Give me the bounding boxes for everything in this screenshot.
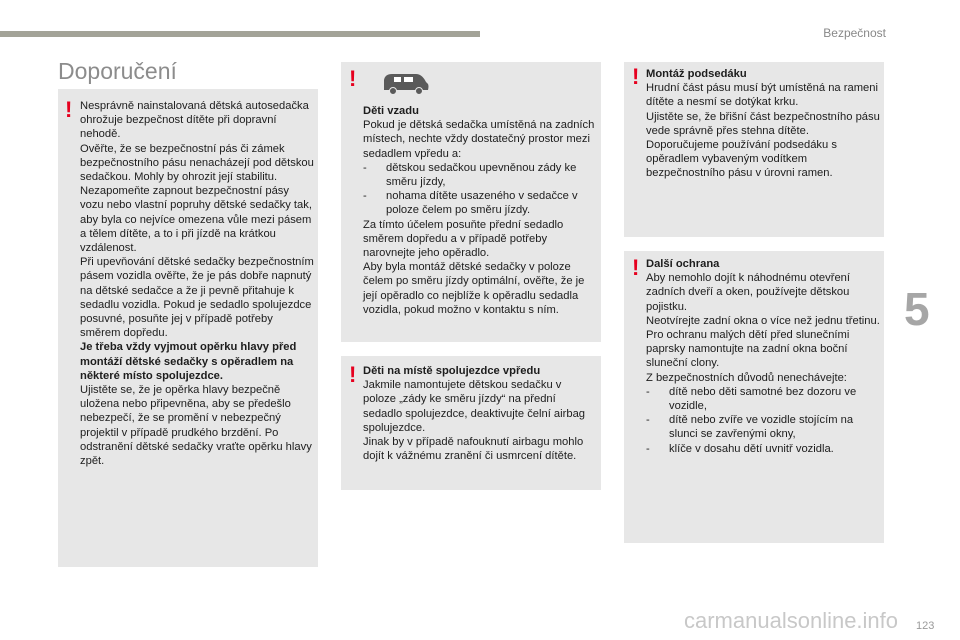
protection-list — [646, 385, 880, 456]
rear-intro: Pokud je dětská sedačka umístěná na zadních místech, nechte vždy dostatečný prostor mezi sedadlem vpředu a: — [363, 119, 595, 160]
rear-heading: Děti vzadu — [363, 105, 419, 117]
car-seat-icon — [382, 70, 430, 96]
warning-icon: ! — [632, 64, 640, 89]
warning-icon: ! — [632, 255, 640, 280]
front-para-2: Jinak by v případě nafouknutí airbagu mohlo dojít k vážnému zranění či usmrcení dítěte. — [363, 436, 584, 463]
protection-para-2: Neotvírejte zadní okna o více než jednu třetinu. — [646, 314, 880, 327]
front-passenger-box — [341, 356, 601, 490]
chapter-title: Bezpečnost — [823, 26, 886, 40]
left-line-1: Nesprávně nainstalovaná dětská autosedačka ohrožuje bezpečnost dítěte při dopravní nehodě. — [80, 100, 309, 141]
protection-heading: Další ochrana — [646, 258, 720, 270]
list-item: - klíče v dosahu dětí uvnitř vozidla. — [646, 442, 880, 456]
left-line-3: Nezapomeňte zapnout bezpečnostní pásy vozu nebo vlastní popruhy dětské sedačky tak, aby byla co nejvíce omezena vůle mezi pásem a tělem dítěte, a to i při jízdě na krátkou vzdálenost. — [80, 185, 312, 255]
rear-children-box — [341, 62, 601, 342]
front-para-1: Jakmile namontujete dětskou sedačku v poloze „zády ke směru jízdy“ na přední sedadlo spolujezdce, deaktivujte čelní airbag spolujezdce. — [363, 379, 586, 434]
left-warning-box — [58, 89, 318, 567]
left-line-2: Ověřte, že se bezpečnostní pás či zámek bezpečnostního pásu nenacházejí pod dětskou sedačkou. Mohly by ohrozit její stabilitu. — [80, 142, 314, 184]
warning-icon: ! — [349, 66, 357, 91]
left-line-4: Při upevňování dětské sedačky bezpečnostním pásem vozidla ověřte, že je pás dobře napnutý na dětské sedačce a že ji pevně přitahuje k sedadlu vozidla. Pokud je sedadlo spolujezdce posuvné, posuňte jej v případě potřeby směrem dopředu. — [80, 256, 314, 340]
list-item: - nohama dítěte usazeného v sedačce v poloze čelem po směru jízdy. — [363, 189, 597, 217]
rear-para-2: Aby byla montáž dětské sedačky v poloze čelem po směru jízdy optimální, ověřte, že je její opěradlo co nejblíže k opěradlu sedadla vozidla, pokud možno v kontaktu s ním. — [363, 261, 585, 316]
rear-list — [363, 161, 597, 218]
left-closing: Ujistěte se, že je opěrka hlavy bezpečně uložena nebo připevněna, aby se předešlo nebezpečí, že se promění v nebezpečný projektil v případě prudkého brzdění. Po odstranění dětské sedačky vraťte opěrku hlavy zpět. — [80, 384, 312, 468]
header-rule — [0, 31, 480, 37]
page-number: 123 — [916, 620, 935, 632]
list-item: - dětskou sedačkou upevněnou zády ke směru jízdy, — [363, 161, 597, 189]
protection-para-3: Pro ochranu malých dětí před slunečními paprsky namontujte na zadní okna boční sluneční clony. — [646, 329, 850, 370]
list-item: - dítě nebo děti samotné bez dozoru ve vozidle, — [646, 385, 880, 413]
protection-box — [624, 251, 884, 543]
booster-seat-box — [624, 62, 884, 237]
protection-para-1: Aby nemohlo dojít k náhodnému otevření zadních dveří a oken, používejte dětskou pojistku. — [646, 272, 850, 313]
protection-para-4: Z bezpečnostních důvodů nenechávejte: — [646, 371, 847, 384]
warning-icon: ! — [65, 97, 73, 122]
front-heading: Děti na místě spolujezdce vpředu — [363, 365, 541, 377]
left-bold-heading: Je třeba vždy vyjmout opěrku hlavy před montáží dětské sedačky s opěradlem na některé místo spolujezdce. — [80, 341, 297, 382]
booster-heading: Montáž podsedáku — [646, 68, 747, 80]
booster-para-1: Hrudní část pásu musí být umístěná na rameni dítěte a nesmí se dotýkat krku. — [646, 82, 878, 109]
watermark: carmanualsonline.info — [684, 608, 899, 633]
warning-icon: ! — [349, 362, 357, 387]
booster-para-3: Doporučujeme používání podsedáku s opěradlem vybaveným vodítkem bezpečnostního pásu v úrovni ramen. — [646, 139, 837, 180]
rear-para-1: Za tímto účelem posuňte přední sedadlo směrem dopředu a v případě potřeby narovnejte jeho opěradlo. — [363, 218, 564, 260]
list-item: - dítě nebo zvíře ve vozidle stojícím na slunci se zavřenými okny, — [646, 413, 880, 441]
chapter-number: 5 — [904, 283, 930, 335]
booster-para-2: Ujistěte se, že břišní část bezpečnostního pásu vede správně přes stehna dítěte. — [646, 110, 880, 137]
page-title: Doporučení — [58, 58, 177, 84]
